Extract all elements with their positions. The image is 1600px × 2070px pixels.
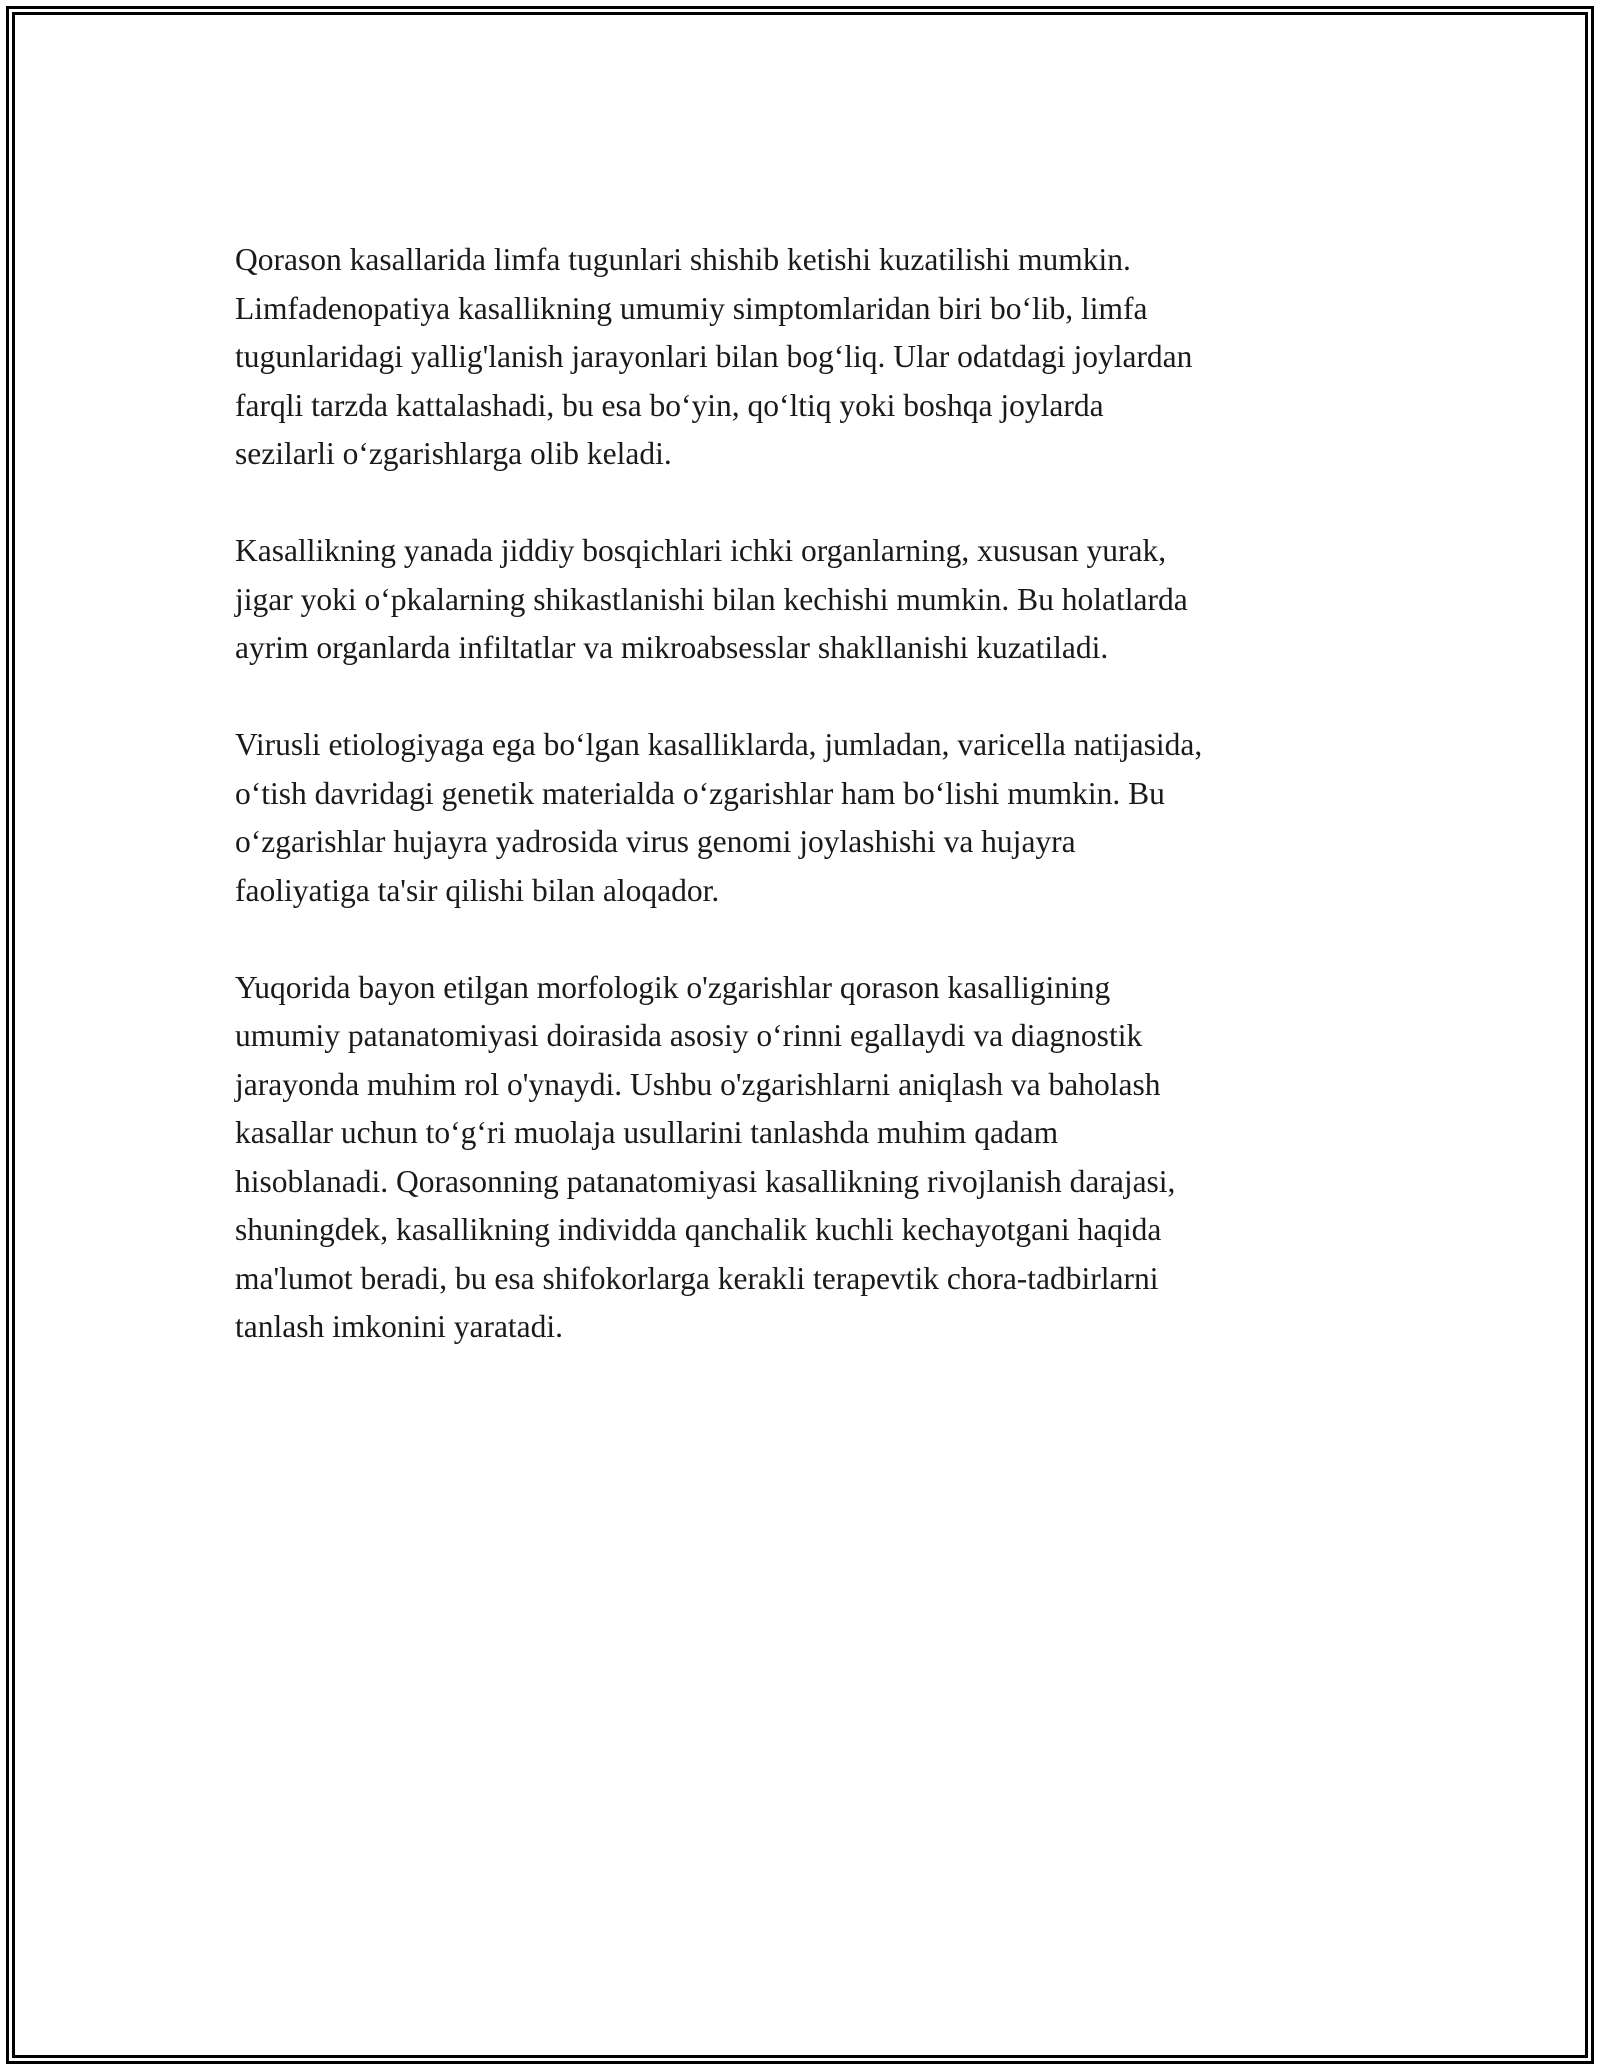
document-body	[235, 236, 1375, 1400]
paragraph-conclusion: Yuqorida bayon etilgan morfologik o'zgarishlar qorason kasalligining umumiy patanatomiyasi doirasida asosiy o‘rinni egallaydi va diagnostik jarayonda muhim rol o'ynaydi. Ushbu o'zgarishlarni aniqlash va baholash kasallar uchun to‘g‘ri muolaja usullarini tanlashda muhim qadam hisoblanadi. Qorasonning patanatomiyasi kasallikning rivojlanish darajasi, shuningdek, kasallikning individda qanchalik kuchli kechayotgani haqida ma'lumot beradi, bu esa shifokorlarga kerakli terapevtik chora-tadbirlarni tanlash imkonini yaratadi.	[235, 969, 1176, 1344]
paragraph-viral-etiology: Virusli etiologiyaga ega bo‘lgan kasalliklarda, jumladan, varicella natijasida, o‘tish davridagi genetik materialda o‘zgarishlar ham bo‘lishi mumkin. Bu o‘zgarishlar hujayra yadrosida virus genomi joylashishi va hujayra faoliyatiga ta'sir qilishi bilan aloqador.	[235, 727, 1203, 908]
paragraph-lymph-nodes: Qorason kasallarida limfa tugunlari shishib ketishi kuzatilishi mumkin. Limfadenopatiya kasallikning umumiy simptomlaridan biri bo‘lib, limfa tugunlaridagi yallig'lanish jarayonlari bilan bog‘liq. Ular odatdagi joylardan farqli tarzda kattalashadi, bu esa bo‘yin, qo‘ltiq yoki boshqa joylarda sezilarli o‘zgarishlarga olib keladi.	[235, 242, 1193, 471]
paragraph-internal-organs: Kasallikning yanada jiddiy bosqichlari ichki organlarning, xususan yurak, jigar yoki o‘pkalarning shikastlanishi bilan kechishi mumkin. Bu holatlarda ayrim organlarda infiltatlar va mikroabsesslar shakllanishi kuzatiladi.	[235, 533, 1188, 665]
